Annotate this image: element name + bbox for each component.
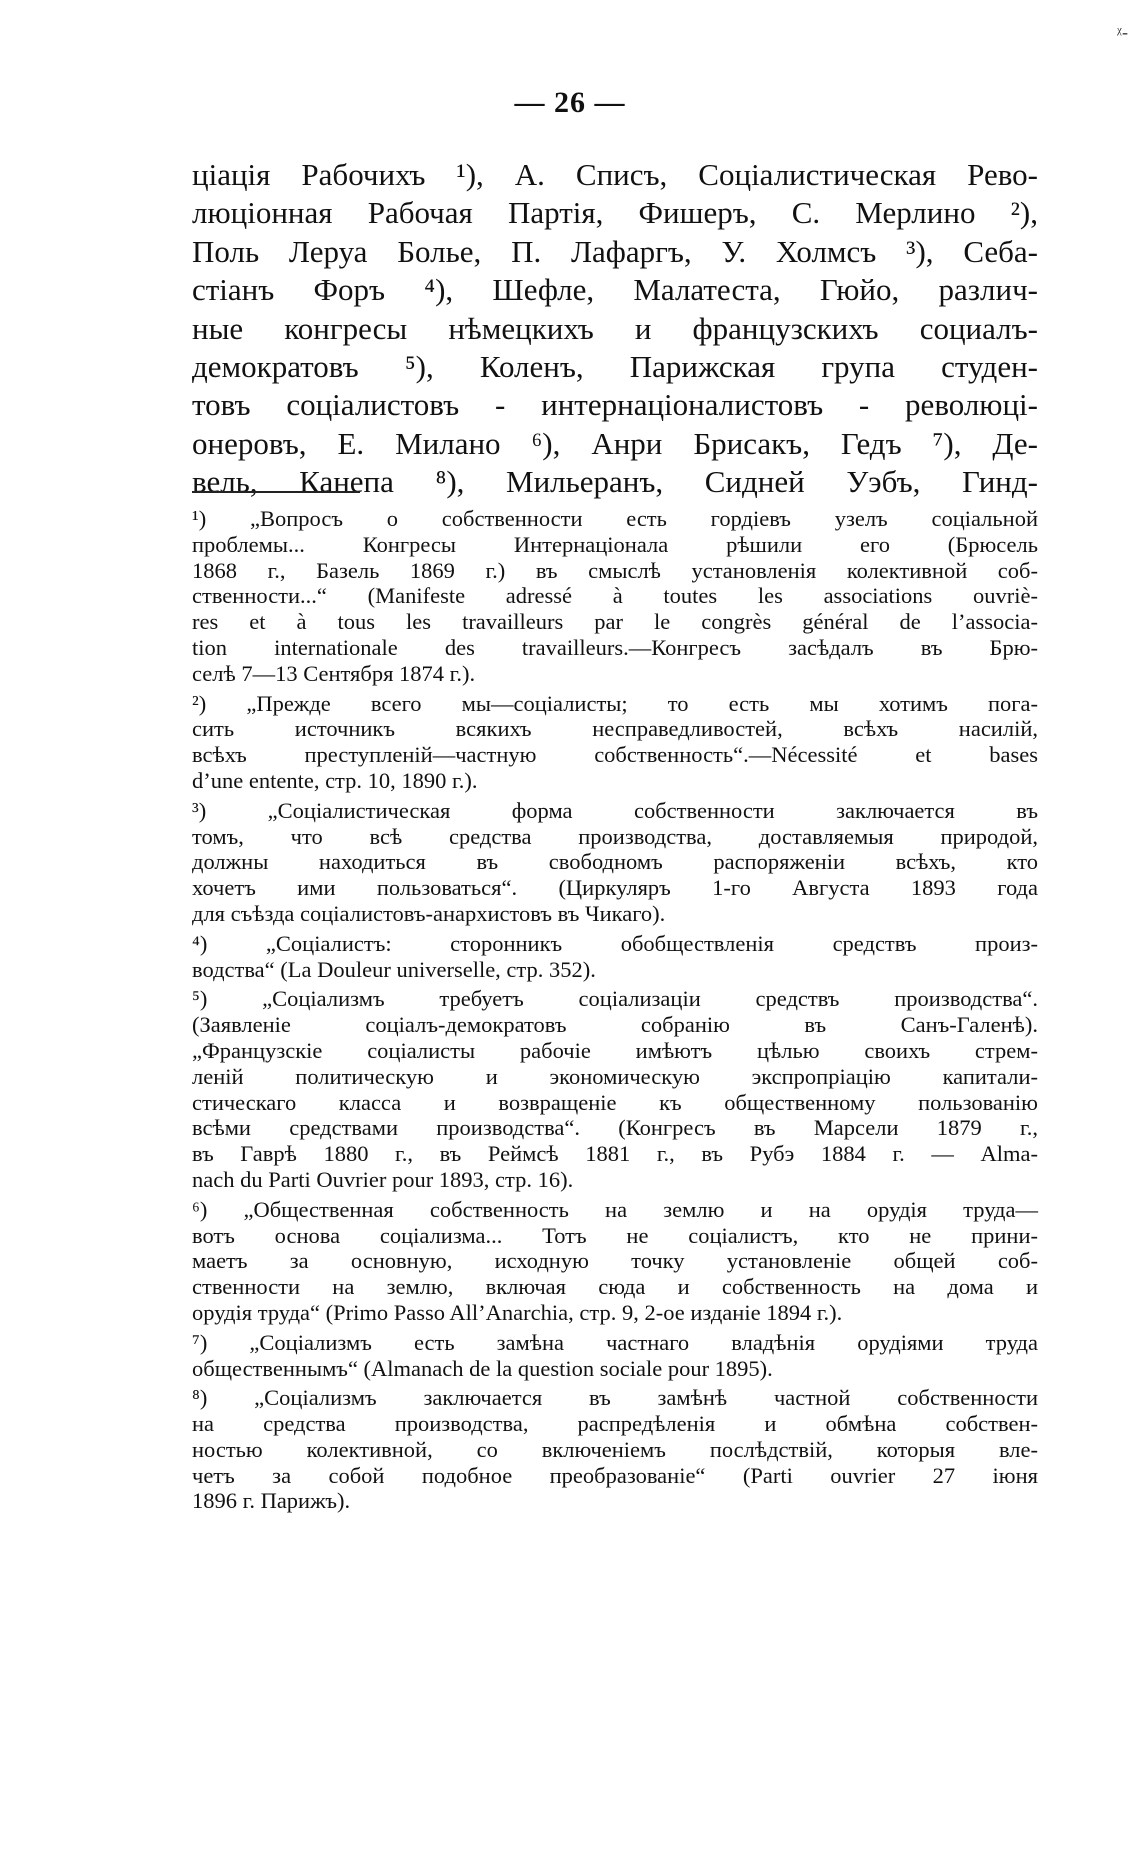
footnote-line: селѣ 7—13 Сентября 1874 г.). <box>192 660 476 686</box>
footnote-line: tion internationale des travailleurs.—Конгресъ засѣдалъ въ Брю- <box>192 634 1038 660</box>
footnote-line: ственности...“ (Manifeste adressé à toutes les associations ouvriè- <box>192 583 1038 609</box>
footnote-line: ⁶) „Общественная собственность на землю и на орудія труда— <box>192 1196 1038 1222</box>
footnote-5 <box>192 986 1038 1192</box>
footnote-3 <box>192 798 1038 927</box>
footnote-divider <box>192 491 360 493</box>
footnote-line: ⁸) „Соціализмъ заключается въ замѣнѣ частной собственности <box>192 1385 1038 1411</box>
footnote-line: ⁷) „Соціализмъ есть замѣна частнаго владѣнія орудіями труда <box>192 1329 1038 1355</box>
footnote-line: маетъ за основную, исходную точку установленіе общей соб- <box>192 1248 1038 1274</box>
footnotes <box>192 506 1038 1514</box>
footnote-line: всѣхъ преступленій—частную собственность“.—Nécessité et bases <box>192 742 1038 768</box>
footnote-7 <box>192 1330 1038 1382</box>
footnote-line: всѣми средствами производства“. (Конгресъ въ Марсели 1879 г., <box>192 1115 1038 1141</box>
footnote-line: на средства производства, распредѣленія и обмѣна собствен- <box>192 1411 1038 1437</box>
footnote-line: ственности на землю, включая сюда и собственность на дома и <box>192 1274 1038 1300</box>
footnote-4 <box>192 931 1038 983</box>
footnote-line: сить источникъ всякихъ несправедливостей, всѣхъ насилій, <box>192 716 1038 742</box>
footnote-line: (Заявленіе соціалъ-демократовъ собранію въ Санъ-Галенѣ). <box>192 1012 1038 1038</box>
footnote-line: nach du Parti Ouvrier pour 1893, стр. 16). <box>192 1166 574 1192</box>
footnote-line: томъ, что всѣ средства производства, доставляемыя природой, <box>192 823 1038 849</box>
footnote-line: 1896 г. Парижъ). <box>192 1488 351 1514</box>
body-line: онеровъ, Е. Милано ⁶), Анри Брисакъ, Гедъ ⁷), Де- <box>192 425 1038 461</box>
body-line: Поль Леруа Болье, П. Лафаргъ, У. Холмсъ ³), Себа- <box>192 233 1038 269</box>
footnote-line: проблемы... Конгресы Интернаціонала рѣшили его (Брюсель <box>192 531 1038 557</box>
footnote-line: въ Гаврѣ 1880 г., въ Реймсѣ 1881 г., въ Рубэ 1884 г. — Alma- <box>192 1141 1038 1167</box>
body-line: люціонная Рабочая Партія, Фишеръ, С. Мерлино ²), <box>192 195 1038 231</box>
body-line: демократовъ ⁵), Коленъ, Парижская група студен- <box>192 348 1038 384</box>
footnote-line: 1868 г., Базель 1869 г.) въ смыслѣ установленія колективной соб- <box>192 557 1038 583</box>
footnote-line: водства“ (La Douleur universelle, стр. 352). <box>192 956 596 982</box>
footnote-line: четъ за собой подобное преобразованіе“ (Parti ouvrier 27 іюня <box>192 1462 1038 1488</box>
footnote-line: стическаго класса и возвращеніе къ общественному пользованію <box>192 1089 1038 1115</box>
footnote-line: „Французскіе соціалисты рабочіе имѣютъ цѣлью своихъ стрем- <box>192 1037 1038 1063</box>
corner-mark: ᵡ- <box>1116 22 1128 42</box>
footnote-line: хочетъ ими пользоваться“. (Циркуляръ 1-го Августа 1893 года <box>192 875 1038 901</box>
footnote-line: ностью колективной, со включеніемъ послѣдствій, которыя вле- <box>192 1436 1038 1462</box>
body-line: товъ соціалистовъ - интернаціоналистовъ - революці- <box>192 387 1038 423</box>
footnote-2 <box>192 691 1038 794</box>
footnote-line: общественнымъ“ (Almanach de la question sociale pour 1895). <box>192 1355 773 1381</box>
body-line: стіанъ Форъ ⁴), Шефле, Малатеста, Гюйо, различ- <box>192 272 1038 308</box>
footnote-line: вотъ основа соціализма... Тотъ не соціалистъ, кто не прини- <box>192 1222 1038 1248</box>
footnote-6 <box>192 1197 1038 1326</box>
main-text <box>192 156 1038 502</box>
footnote-line: res et à tous les travailleurs par le congrès général de l’associa- <box>192 609 1038 635</box>
footnote-line: ³) „Соціалистическая форма собственности заключается въ <box>192 797 1038 823</box>
footnote-line: ¹) „Вопросъ о собственности есть гордіевъ узелъ соціальной <box>192 506 1038 531</box>
body-line: ціація Рабочихъ ¹), А. Списъ, Соціалистическая Рево- <box>192 157 1038 192</box>
footnote-line: для съѣзда соціалистовъ-анархистовъ въ Чикаго). <box>192 900 666 926</box>
footnote-8 <box>192 1385 1038 1514</box>
footnote-line: ⁵) „Соціализмъ требуетъ соціализаціи средствъ производства“. <box>192 986 1038 1012</box>
footnote-line: орудія труда“ (Primo Passo All’Anarchia, стр. 9, 2-ое изданіе 1894 г.). <box>192 1299 843 1325</box>
footnote-line: должны находиться въ свободномъ распоряженіи всѣхъ, кто <box>192 849 1038 875</box>
body-line: вель, Канепа ⁸), Мильеранъ, Сидней Уэбъ, Гинд- <box>192 464 1038 500</box>
page-number: — 26 — <box>514 86 626 119</box>
footnote-line: d’une entente, стр. 10, 1890 г.). <box>192 767 478 793</box>
footnote-line: ⁴) „Соціалистъ: сторонникъ обобществленія средствъ произ- <box>192 930 1038 956</box>
footnote-1 <box>192 506 1038 687</box>
body-line: ные конгресы нѣмецкихъ и французскихъ социалъ- <box>192 310 1038 346</box>
footnote-line: леній политическую и экономическую экспропріацію капитали- <box>192 1063 1038 1089</box>
footnote-line: ²) „Прежде всего мы—соціалисты; то есть мы хотимъ пога- <box>192 690 1038 716</box>
